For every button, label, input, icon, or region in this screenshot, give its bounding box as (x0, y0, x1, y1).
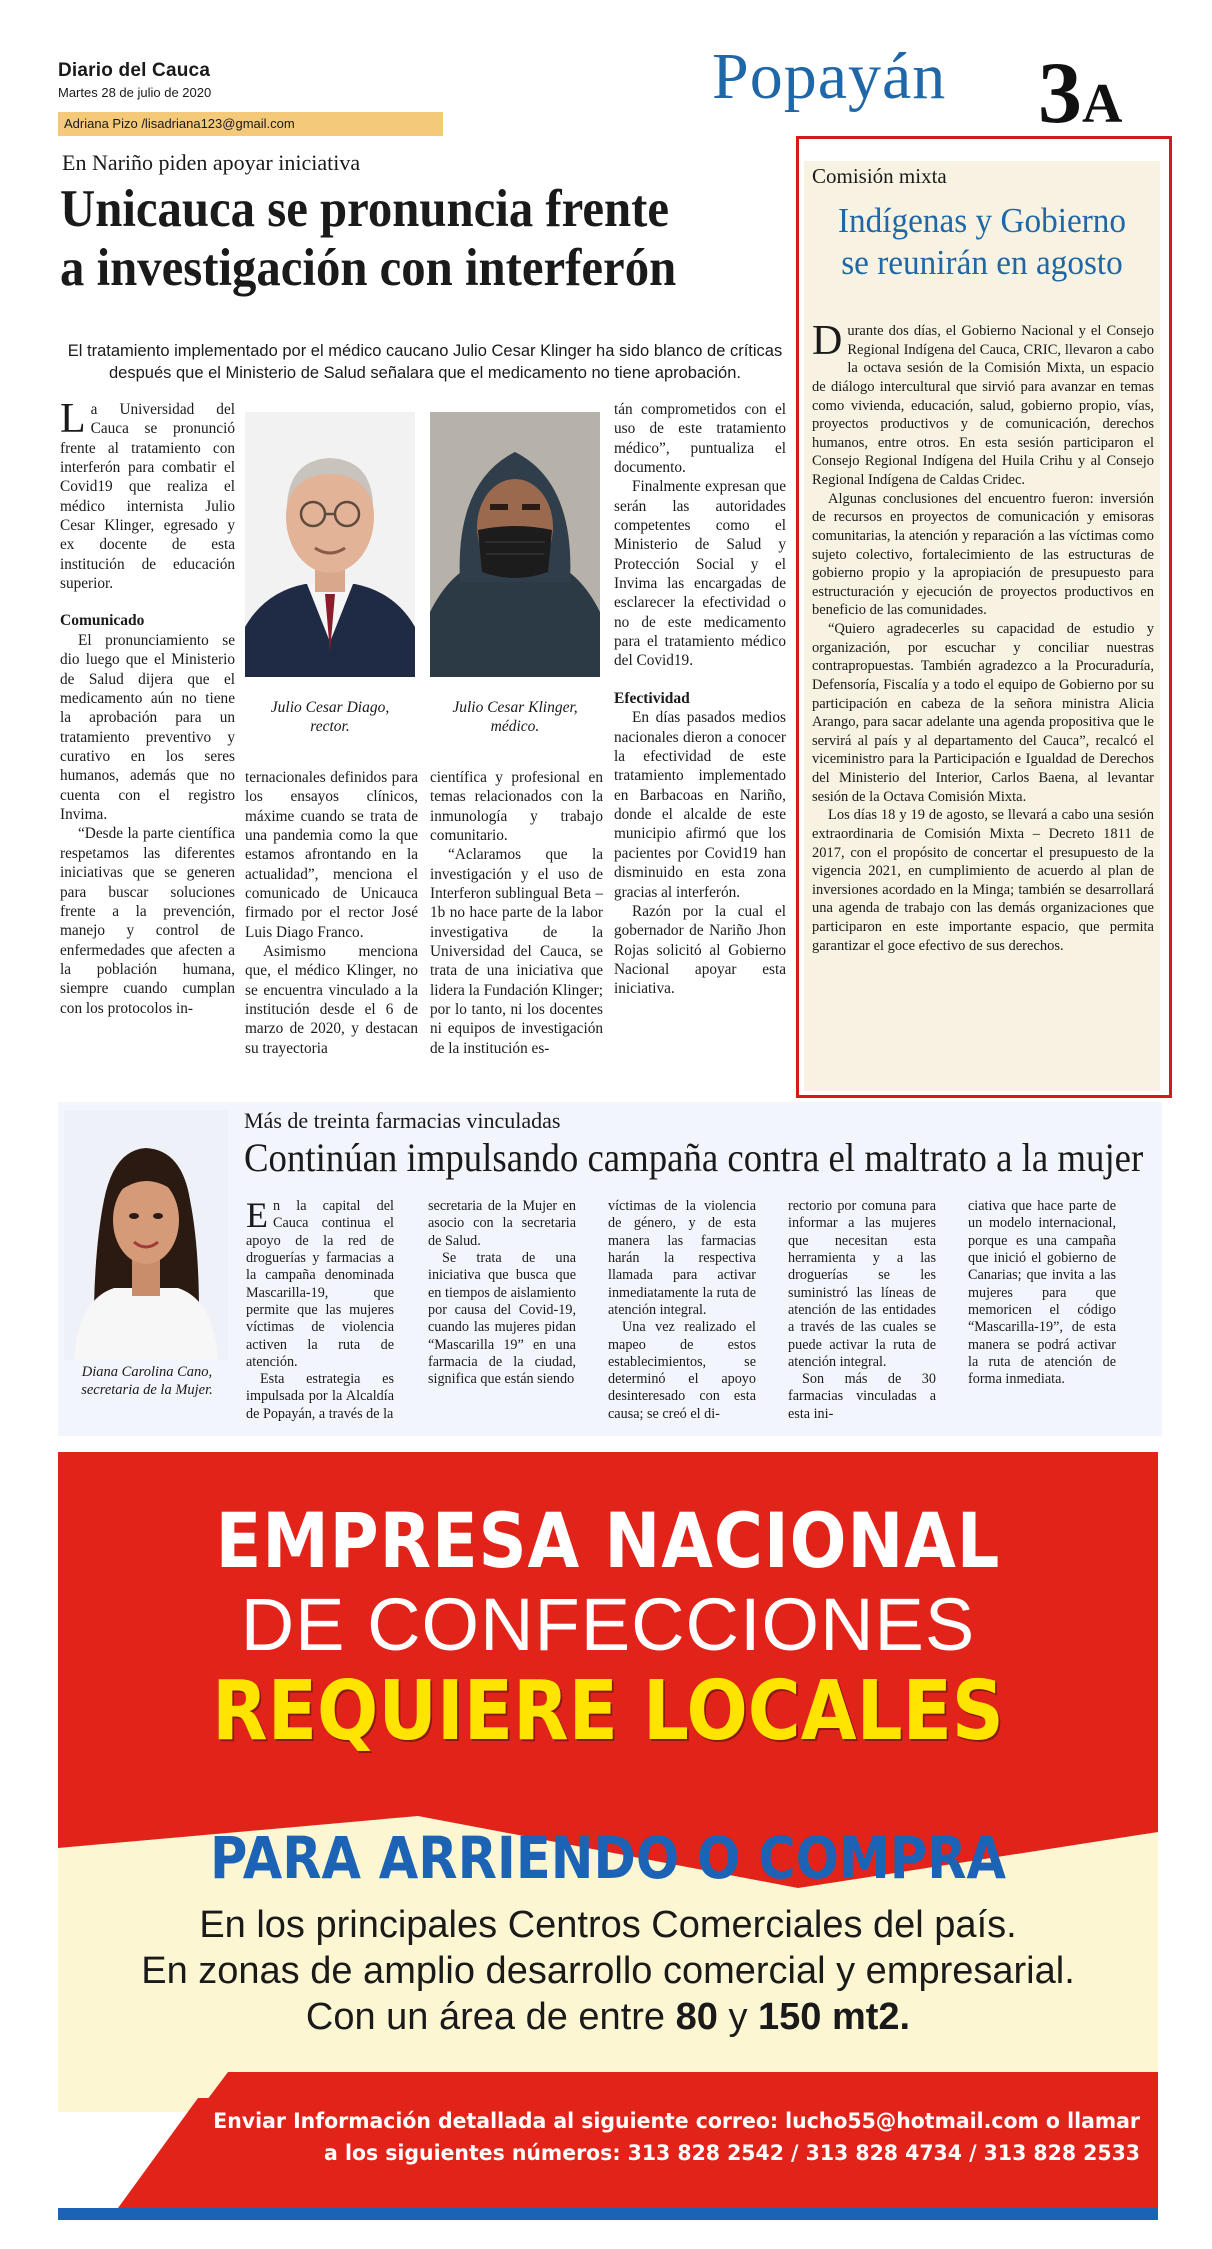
photo-caption-rector (240, 698, 420, 737)
caption-line: Diana Carolina Cano, (81, 1364, 213, 1380)
photo-secretaria (64, 1110, 228, 1360)
author-byline: Adriana Pizo /lisadriana123@gmail.com (58, 112, 443, 136)
article-paragraph: víctimas de la violencia de género, y de esta manera las farmacias harán la respectiva llamada para activar inmediatamente la ruta de atención integral. (608, 1198, 756, 1318)
main-article-column-2 (245, 768, 418, 1058)
headline-line: a investigación con interferón (60, 239, 677, 298)
article-paragraph: Asimismo menciona que, el médico Klinger, no se encuentra vinculado a la institución desde el 6 de marzo de 2020, y destacan su trayectoria (245, 943, 418, 1057)
article-paragraph: Una vez realizado el mapeo de estos establecimientos, se determinó el apoyo desinteresado con esta causa; se creó el di- (608, 1319, 756, 1422)
ad-area-min: 80 (675, 1996, 718, 2038)
masthead (58, 60, 298, 100)
section-title: Popayán (712, 40, 947, 113)
main-article-column-1 (60, 396, 235, 1018)
second-article-column-3 (608, 1198, 756, 1423)
ad-headline-line-1: EMPRESA NACIONAL (215, 1496, 1001, 1585)
article-paragraph: secretaria de la Mujer en asocio con la secretaria de Salud. (428, 1198, 576, 1249)
second-article-column-2 (428, 1198, 576, 1388)
second-article-kicker: Más de treinta farmacias vinculadas (244, 1108, 561, 1133)
caption-line: Julio Cesar Klinger, (452, 699, 578, 716)
portrait-medico-image (430, 412, 600, 677)
page-number-letter: A (1082, 73, 1123, 135)
advertisement (58, 1452, 1158, 2072)
headline-line: Indígenas y Gobierno (837, 201, 1127, 240)
caption-line: rector. (310, 718, 350, 736)
ad-body-line-3 (58, 1996, 1158, 2039)
second-article-column-1 (246, 1195, 394, 1423)
caption-line: Julio Cesar Diago, (270, 699, 390, 716)
article-paragraph: tán comprometidos con el uso de este tratamiento médico”, puntualiza el documento. (614, 401, 786, 477)
main-article-column-3 (430, 768, 603, 1058)
ad-headline-line-2: DE CONFECCIONES (240, 1583, 976, 1666)
article-paragraph: Se trata de una iniciativa que busca que en tiempos de aislamiento por causa del Covid-19, cuando las mujeres pidan “Mascarilla 19” en una farmacia de la ciudad, significa que están siendo (428, 1249, 576, 1388)
article-paragraph: “Aclaramos que la investigación y el uso de Interferon sublingual Beta – 1b no hace parte de la labor investigativa de la Universidad del Cauca, se trata de una iniciativa que lidera la Fundación Klinger; por lo tanto, ni los docentes ni equipos de investigación de la institución es- (430, 846, 603, 1057)
ad-body-line-1: En los principales Centros Comerciales del país. (199, 1904, 1017, 1946)
caption-line: médico. (490, 718, 540, 736)
sidebar-kicker: Comisión mixta (812, 164, 947, 188)
ad-contact-line: Enviar Información detallada al siguiente correo: lucho55@hotmail.com o llamar (213, 2109, 1140, 2134)
ad-body-line-2: En zonas de amplio desarrollo comercial y empresarial. (141, 1950, 1075, 1992)
main-article-headline (60, 180, 732, 299)
article-paragraph: “Desde la parte científica respetamos las diferentes iniciativas que se generen para buscar soluciones frente a la prevención, manejo y control de enfermedades que afecten a la población humana, siempre cuando cumplan con los protocolos in- (60, 825, 235, 1017)
paragraph-text: a Universidad del Cauca se pronunció frente al tratamiento con interferón para combatir el Covid19 que realiza el médico internista Julio Cesar Klinger, egresado y ex docente de esta institución de educación superior. (60, 401, 235, 593)
ad-area-mid: y (728, 1996, 748, 2038)
headline-line: se reunirán en agosto (841, 243, 1123, 282)
page-number-digit: 3 (1038, 45, 1082, 142)
second-article-column-4 (788, 1198, 936, 1423)
article-paragraph: En días pasados medios nacionales dieron a conocer la efectividad de este tratamiento implementado en Barbacoas en Nariño, donde el alcalde de este municipio afirmó que los pacientes por Covid19 han disminuido en esta zona gracias al interferón. (614, 709, 786, 901)
article-paragraph: rectorio por comuna para informar a las mujeres que necesitan esta herramienta y a las droguerías se les suministró las líneas de atención de las entidades a través de las cuales se puede activar la ruta de atención integral. (788, 1198, 936, 1370)
article-paragraph: Esta estrategia es impulsada por la Alcaldía de Popayán, a través de la (246, 1371, 394, 1422)
article-subhead: Comunicado (60, 612, 145, 630)
newspaper-name: Diario del Cauca (58, 60, 211, 81)
article-subhead: Efectividad (614, 689, 690, 707)
photo-caption-secretaria (62, 1363, 232, 1399)
drop-cap: E (246, 1195, 268, 1235)
article-paragraph: Los días 18 y 19 de agosto, se llevará a cabo una sesión extraordinaria de Comisión Mixta – Decreto 1811 de 2017, con el propósito de concertar el presupuesto de la vigencia 2021, en cumplimiento de acuerdo al plan de inversiones acordado en la Minga; también se desarrollará una agenda de trabajo con las demás organizaciones que participaron en este importante espacio, que permita garantizar el goce efectivo de sus derechos. (812, 807, 1154, 954)
main-article-column-4 (614, 400, 786, 999)
sidebar-body (812, 318, 1154, 955)
main-article-deck (60, 341, 790, 385)
photo-rector (245, 412, 415, 677)
photo-medico (430, 412, 600, 677)
article-paragraph: Algunas conclusiones del encuentro fueron: inversión de recursos en proyectos de comunicación y emisoras comunitarias, la atención y reparación a las víctimas como sujeto colectivo, fortalecimiento de las estructuras de gobierno propio y la apropiación de presupuesto para estructuración y ejecución de proyectos productivos en beneficio de las comunidades. (812, 490, 1154, 619)
photo-caption-medico (425, 698, 605, 737)
article-paragraph: ciativa que hace parte de un modelo internacional, porque es una campaña que inició el gobierno de Canarias; que invita a las mujeres para que memoricen el código “Mascarilla-19”, de esta manera se podrá activar la ruta de atención de forma inmediata. (968, 1198, 1116, 1388)
article-paragraph: Finalmente expresan que serán las autoridades competentes como el Ministerio de Salud y Protección Social y el Invima las encargadas de esclarecer la efectividad o no de este medicamento para el tratamiento médico del Covid19. (614, 478, 786, 670)
page-number (1038, 45, 1123, 142)
second-article-column-5 (968, 1198, 1116, 1388)
ad-area-prefix: Con un área de entre (305, 1996, 666, 2038)
article-paragraph: Son más de 30 farmacias vinculadas a esta ini- (788, 1371, 936, 1422)
main-article-kicker: En Nariño piden apoyar iniciativa (62, 150, 361, 175)
ad-subheadline: PARA ARRIENDO O COMPRA (209, 1824, 1007, 1892)
issue-date: Martes 28 de julio de 2020 (58, 85, 212, 100)
ad-contact-line: a los siguientes números: 313 828 2542 / 313 828 4734 / 313 828 2533 (324, 2141, 1140, 2167)
ad-area-max: 150 mt2. (758, 1996, 911, 2038)
paragraph-text: urante dos días, el Gobierno Nacional y el Consejo Regional Indígena del Cauca, CRIC, llevaron a cabo la octava sesión de la Comisión Mixta, un espacio de diálogo intercultural que sirvió para avanzar en temas como vivienda, educación, salud, gobierno propio, vías, proyectos productivos y de comunicación, derechos humanos, entre otros. En esta sesión participaron el Consejo Regional Indígena del Huila Crihu y al Consejo Regional Indígena de Caldas Cridec. (812, 323, 1154, 488)
article-paragraph: Razón por la cual el gobernador de Nariño Jhon Rojas solicitó al Gobierno Nacional apoyar esta iniciativa. (614, 902, 786, 998)
second-article-headline: Continúan impulsando campaña contra el maltrato a la mujer (244, 1135, 1144, 1180)
ad-contact-stripe (58, 2208, 1158, 2220)
article-paragraph (812, 318, 1154, 490)
sidebar-headline (813, 200, 1151, 284)
ad-contact-info (171, 2106, 1140, 2171)
deck-line: El tratamiento implementado por el médico caucano Julio Cesar Klinger ha sido blanco de críticas (67, 342, 783, 360)
headline-line: Unicauca se pronuncia frente (60, 180, 670, 238)
ad-headline-line-3: REQUIERE LOCALES (212, 1664, 1004, 1759)
article-paragraph (60, 396, 235, 593)
paragraph-text: n la capital del Cauca continua el apoyo de la red de droguerías y farmacias a la campaña denominada Mascarilla-19, que permite que las mujeres víctimas de violencia activen la ruta de atención. (246, 1198, 394, 1370)
drop-cap: L (60, 396, 86, 442)
deck-line: después que el Ministerio de Salud señalara que el medicamento no tiene aprobación. (109, 363, 741, 382)
article-paragraph: ternacionales definidos para los ensayos clínicos, máxime cuando se trata de una pandemia como la que estamos afrontando en la actualidad”, menciona el comunicado de Unicauca firmado por el rector José Luis Diago Franco. (245, 769, 418, 941)
article-paragraph: El pronunciamiento se dio luego que el Ministerio de Salud dijera que el medicamento aún no tiene la aprobación para un tratamiento preventivo y curativo en los seres humanos, además que no cuenta con el registro Invima. (60, 632, 235, 824)
article-paragraph: científica y profesional en temas relacionados con la inmunología y trabajo comunitario. (430, 769, 603, 845)
article-paragraph (246, 1195, 394, 1371)
article-paragraph: “Quiero agradecerles su capacidad de estudio y organización, por escuchar y conciliar nuestras contrapropuestas. También agradezco a la Procuraduría, Defensoría, Fiscalía y a todo el equipo de Gobierno por su participación en cabeza de la señora ministra Alicia Arango, para sacar adelante una agenda propositiva que le servirá al país y al departamento del Cauca”, recalcó el viceministro para la Participación e Igualdad de Derechos del Ministerio del Interior, Carlos Baena, al levantar sesión de la Octava Comisión Mixta. (812, 621, 1154, 805)
portrait-secretaria-image (64, 1110, 228, 1360)
portrait-rector-image (245, 412, 415, 677)
caption-line: secretaria de la Mujer. (81, 1382, 213, 1399)
drop-cap: D (812, 318, 843, 364)
